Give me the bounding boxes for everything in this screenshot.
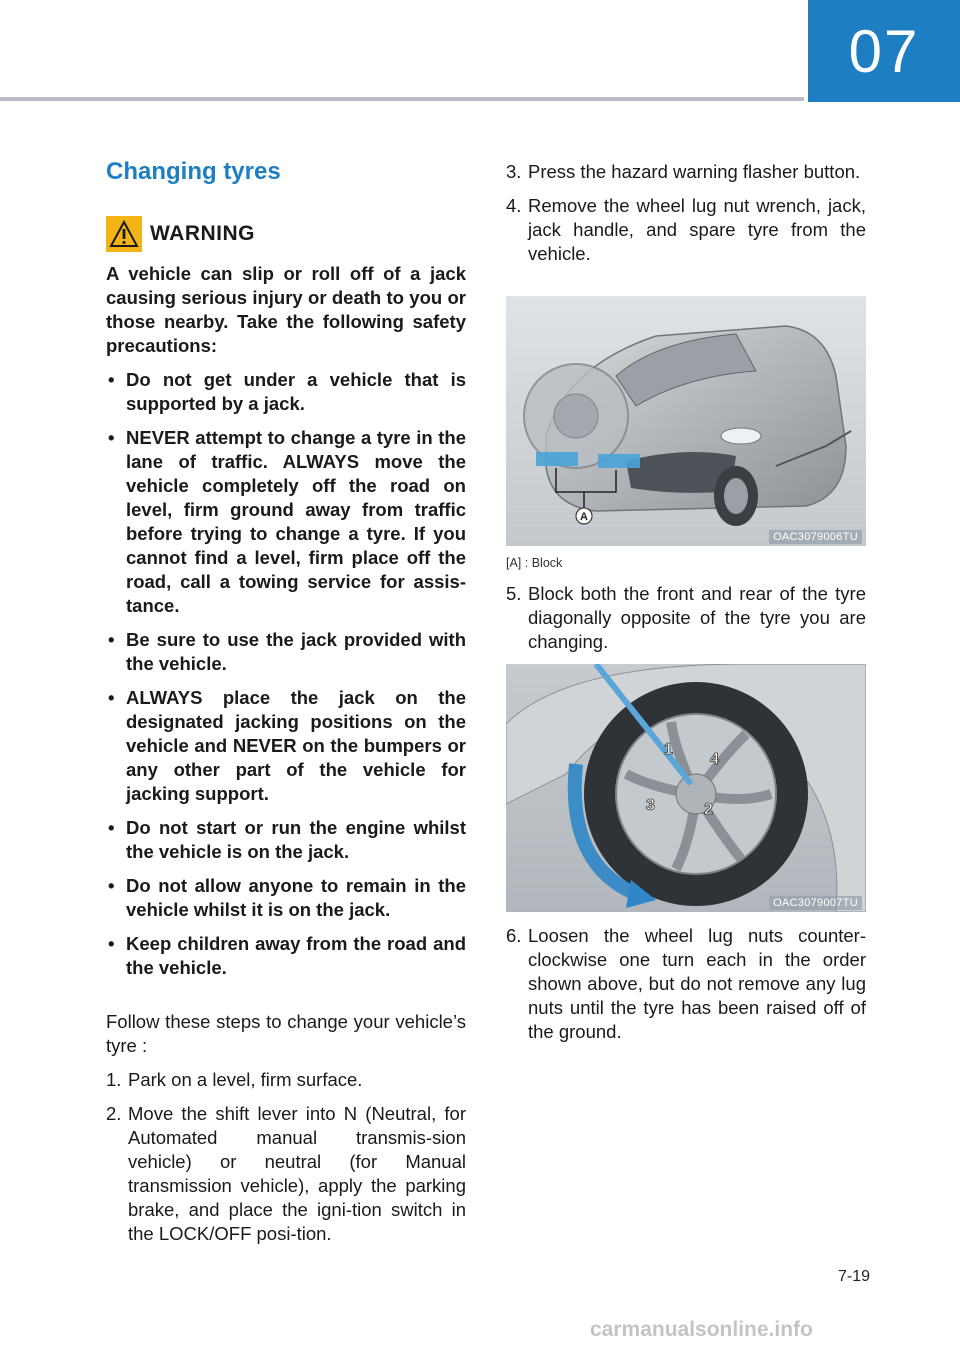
lug-label-3: 3 [646,797,655,814]
step-item: 2. Move the shift lever into N (Neutral, for Automated manual transmis-sion vehicle) or neutral (for Manual transmission vehicle), apply the parking brake, and place the igni-tion switch in the LOCK/OFF posi-tion. [106,1103,466,1244]
header-rule [0,97,804,101]
warning-bullet: • Do not get under a vehicle that is supported by a jack. [108,369,466,414]
step-item: 1. Park on a level, firm surface. [106,1069,363,1090]
lug-label-2: 2 [704,801,713,818]
chapter-tab: 07 [808,0,960,102]
warning-bullet: • NEVER attempt to change a tyre in the lane of traffic. ALWAYS move the vehicle completely off the road on level, firm ground away from traffic before trying to change a tyre. If you cannot find a level, firm place off the road, call a towing service for assis-tance. [108,427,466,616]
steps-right-bottom [506,924,866,1054]
steps-right-top [506,160,866,276]
warning-header [106,216,255,252]
car-illustration [506,296,866,546]
step-item: 5. Block both the front and rear of the tyre diagonally opposite of the tyre you are changing. [506,583,866,652]
lug-label-1: 1 [664,741,673,758]
lug-label-4: 4 [710,751,719,768]
warning-bullet: • Do not start or run the engine whilst the vehicle is on the jack. [108,817,466,862]
warning-triangle-icon [106,216,142,252]
watermark: carmanualsonline.info [590,1318,813,1341]
warning-label: WARNING [150,222,255,245]
section-title: Changing tyres [106,158,281,185]
callout-a-label: A [580,511,588,523]
steps-intro: Follow these steps to change your vehicle’s tyre : [106,1011,466,1056]
figure2-code: OAC3079007TU [769,896,862,910]
step-item: 4. Remove the wheel lug nut wrench, jack, jack handle, and spare tyre from the vehicle. [506,195,866,264]
page-number: 7-19 [837,1268,870,1285]
warning-bullet: • Keep children away from the road and the vehicle. [108,933,466,978]
warning-body [106,262,466,990]
step-item: 3. Press the hazard warning flasher button. [506,161,861,182]
warning-intro: A vehicle can slip or roll off of a jack causing serious injury or death to you or those nearby. Take the following safety precautions: [106,263,466,356]
step-item: 6. Loosen the wheel lug nuts counter-clockwise one turn each in the order shown above, but do not remove any lug nuts until the tyre has been raised off of the ground. [506,925,866,1042]
steps-right-middle [506,582,866,664]
warning-bullet: • Do not allow anyone to remain in the vehicle whilst it is on the jack. [108,875,466,920]
figure1-caption: [A] : Block [506,556,563,570]
figure-wheel-loosen [506,664,866,912]
warning-bullet: • Be sure to use the jack provided with the vehicle. [108,629,466,674]
steps-left [106,1010,466,1256]
figure1-code: OAC3079006TU [769,530,862,544]
warning-bullet: • ALWAYS place the jack on the designated jacking positions on the vehicle and NEVER on the bumpers or any other part of the vehicle for jacking support. [108,687,466,804]
wheel-illustration [506,664,866,912]
figure-car-blocks [506,296,866,546]
